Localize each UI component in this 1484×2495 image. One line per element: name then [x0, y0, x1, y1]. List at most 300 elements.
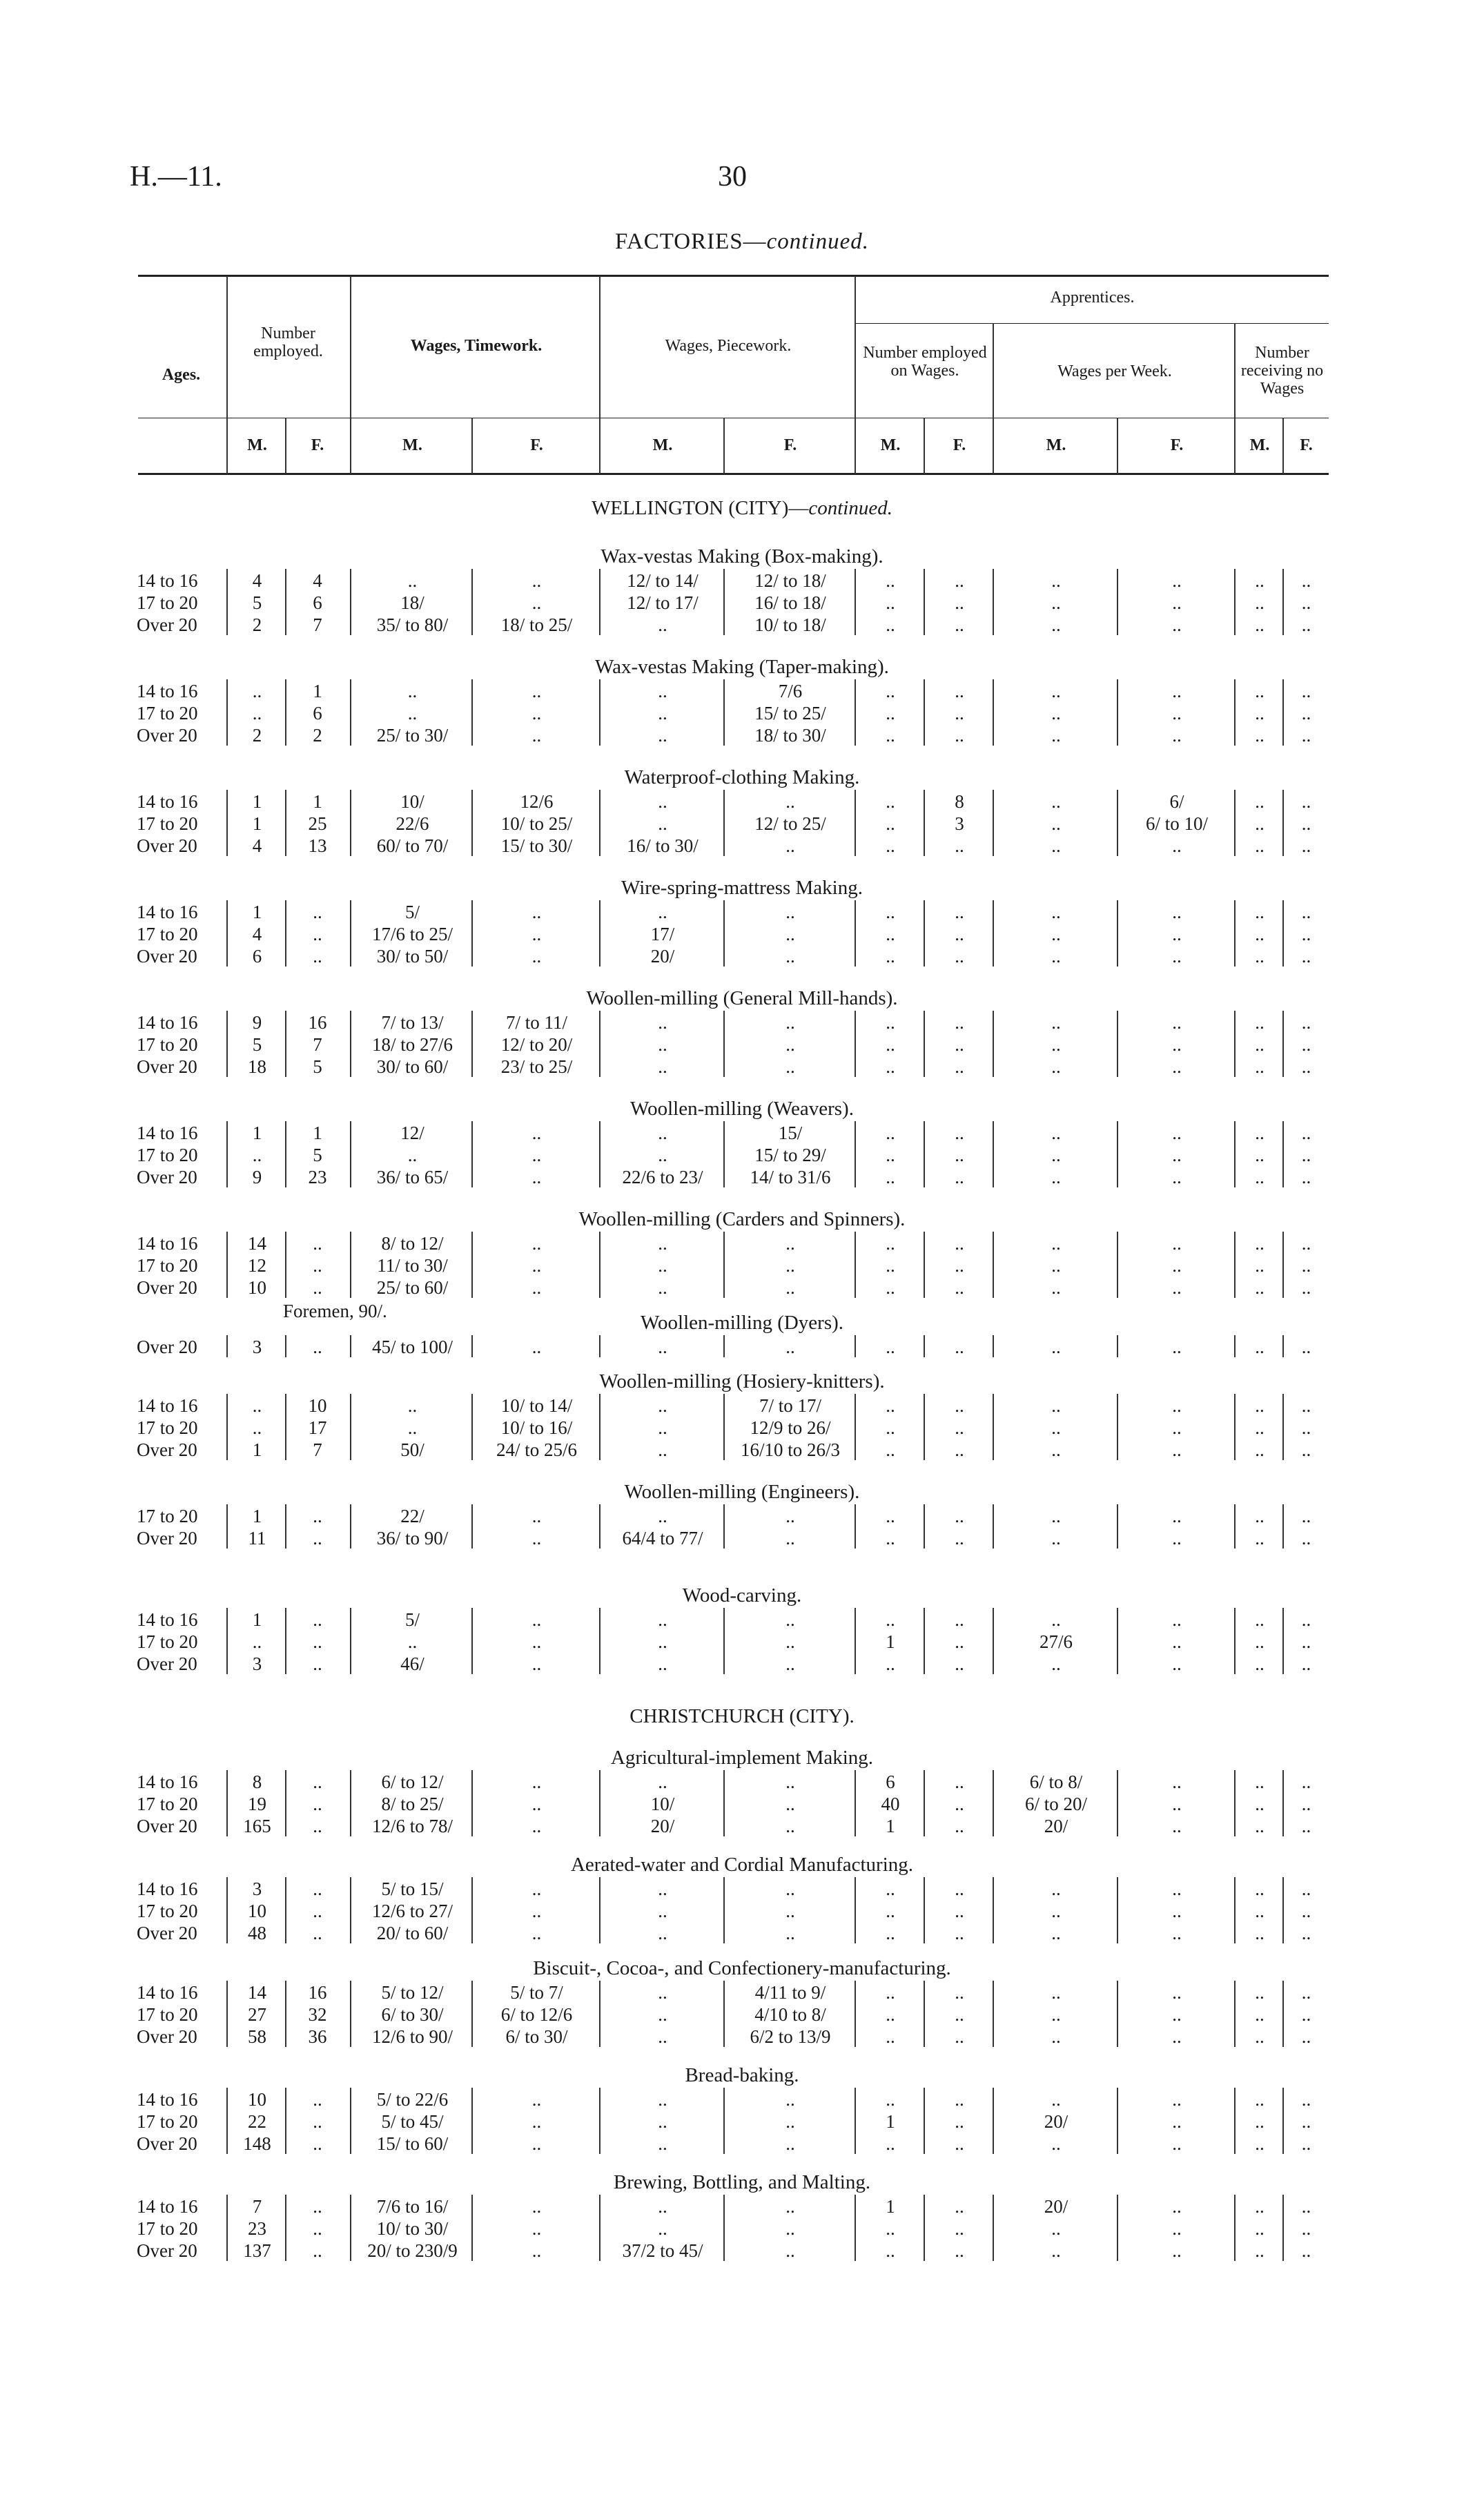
table-cell: .. — [886, 1395, 895, 1416]
table-cell: .. — [1301, 835, 1311, 856]
table-cell: 23 — [308, 1167, 327, 1187]
table-cell: .. — [785, 1034, 795, 1055]
table-row — [0, 592, 1484, 615]
table-cell: .. — [1172, 1056, 1182, 1077]
column-rule — [993, 1394, 994, 1460]
table-cell: 1 — [252, 813, 262, 834]
table-cell: 25/ to 30/ — [376, 725, 449, 746]
column-rule — [285, 1335, 286, 1357]
column-rule — [924, 1981, 925, 2047]
column-rule — [1282, 790, 1284, 856]
table-cell: .. — [531, 1123, 542, 1143]
table-row — [0, 2218, 1484, 2241]
table-row — [0, 902, 1484, 924]
table-cell: .. — [531, 2196, 542, 2217]
table-cell: .. — [955, 1609, 964, 1630]
age-cell: 17 to 20 — [137, 813, 198, 834]
table-cell: 6 — [313, 592, 322, 613]
table-cell: 12/ to 18/ — [754, 570, 826, 591]
column-rule — [285, 2195, 286, 2261]
table-cell: .. — [531, 703, 542, 724]
age-cell: Over 20 — [137, 2133, 197, 2154]
table-cell: 6/ to 30/ — [505, 2026, 568, 2047]
age-cell: 17 to 20 — [137, 1145, 198, 1165]
table-cell: 23 — [248, 2218, 266, 2239]
table-cell: .. — [531, 2240, 542, 2261]
table-cell: .. — [658, 681, 667, 701]
column-rule — [855, 2195, 856, 2261]
table-cell: .. — [1255, 902, 1265, 922]
table-cell: 10/ to 30/ — [376, 2218, 449, 2239]
table-cell: .. — [886, 1167, 895, 1187]
table-cell: .. — [1301, 1878, 1311, 1899]
age-cell: Over 20 — [137, 1923, 197, 1943]
table-row — [0, 1056, 1484, 1079]
table-cell: .. — [1255, 2133, 1265, 2154]
column-rule — [1117, 2088, 1118, 2154]
table-cell: 6/2 to 13/9 — [750, 2026, 831, 2047]
table-cell: .. — [1051, 1982, 1061, 2003]
table-cell: .. — [1255, 592, 1265, 613]
table-cell: .. — [1301, 1277, 1311, 1298]
table-cell: 4/11 to 9/ — [754, 1982, 826, 2003]
table-cell: .. — [531, 1631, 542, 1652]
table-cell: .. — [313, 2133, 322, 2154]
table-cell: .. — [531, 1816, 542, 1836]
age-cell: Over 20 — [137, 946, 197, 967]
column-rule — [855, 1011, 856, 1077]
table-cell: .. — [1255, 2196, 1265, 2217]
trade-title: Woollen-milling (Dyers). — [640, 1312, 844, 1334]
table-cell: 36/ to 65/ — [376, 1167, 449, 1187]
table-cell: 1 — [313, 1123, 322, 1143]
table-cell: .. — [955, 946, 964, 967]
table-row — [0, 1631, 1484, 1654]
column-rule — [1282, 1232, 1284, 1298]
column-rule — [226, 1335, 228, 1357]
table-row — [0, 1653, 1484, 1676]
column-rule — [855, 790, 856, 856]
column-rule — [471, 1011, 473, 1077]
column-rule — [285, 2088, 286, 2154]
table-row — [0, 2089, 1484, 2112]
column-rule — [1282, 2195, 1284, 2261]
table-cell: 50/ — [400, 1439, 424, 1460]
table-cell: 4 — [252, 570, 262, 591]
table-cell: 17/ — [650, 924, 675, 944]
table-cell: .. — [1255, 1277, 1265, 1298]
table-cell: .. — [955, 1528, 964, 1549]
table-cell: .. — [531, 946, 542, 967]
table-cell: .. — [313, 1816, 322, 1836]
table-cell: .. — [785, 2111, 795, 2132]
table-cell: .. — [1301, 2196, 1311, 2217]
table-cell: 2 — [313, 725, 322, 746]
table-cell: .. — [1255, 2218, 1265, 2239]
table-cell: 18/ to 27/6 — [371, 1034, 453, 1055]
table-row — [0, 570, 1484, 593]
age-cell: 17 to 20 — [137, 924, 198, 944]
column-rule — [1117, 569, 1118, 635]
table-cell: .. — [886, 1123, 895, 1143]
table-cell: .. — [407, 703, 418, 724]
column-rule — [1282, 900, 1284, 967]
table-cell: .. — [1255, 1982, 1265, 2003]
table-cell: .. — [955, 2218, 964, 2239]
table-row — [0, 924, 1484, 946]
table-row — [0, 725, 1484, 748]
table-cell: .. — [1255, 1337, 1265, 1357]
page-title-main: FACTORIES— — [614, 229, 767, 254]
table-cell: .. — [1255, 2240, 1265, 2261]
column-rule — [1282, 679, 1284, 746]
column-rule — [924, 790, 925, 856]
column-rule — [599, 679, 601, 746]
table-cell: .. — [785, 1255, 795, 1276]
table-cell: 7 — [313, 1439, 322, 1460]
column-rule — [285, 679, 286, 746]
table-cell: 10 — [308, 1395, 327, 1416]
table-cell: .. — [1255, 1609, 1265, 1630]
table-cell: .. — [1301, 1794, 1311, 1814]
table-cell: 10/ to 25/ — [500, 813, 573, 834]
table-cell: .. — [313, 1901, 322, 1921]
age-cell: 14 to 16 — [137, 1878, 198, 1899]
table-cell: .. — [886, 1878, 895, 1899]
table-cell: .. — [313, 1653, 322, 1674]
table-cell: .. — [658, 791, 667, 812]
column-rule — [993, 1121, 994, 1187]
column-rule — [226, 1770, 228, 1836]
column-rule — [350, 1981, 351, 2047]
table-cell: .. — [886, 703, 895, 724]
column-rule — [855, 1394, 856, 1460]
table-cell: .. — [531, 1233, 542, 1254]
table-cell: .. — [658, 2089, 667, 2110]
trade-title: Wood-carving. — [682, 1584, 802, 1606]
column-rule — [993, 2195, 994, 2261]
table-cell: .. — [955, 592, 964, 613]
table-cell: .. — [1051, 2218, 1061, 2239]
table-cell: 5 — [313, 1056, 322, 1077]
column-rule — [285, 1877, 286, 1943]
table-cell: .. — [531, 902, 542, 922]
table-cell: .. — [1172, 1609, 1182, 1630]
table-cell: .. — [1051, 791, 1061, 812]
column-rule — [226, 1981, 228, 2047]
table-cell: .. — [658, 2133, 667, 2154]
table-cell: 5/ to 15/ — [381, 1878, 444, 1899]
table-cell: 14 — [248, 1233, 266, 1254]
trade-title: Wire-spring-mattress Making. — [621, 877, 863, 899]
column-rule — [924, 1608, 925, 1674]
table-cell: 36/ to 90/ — [376, 1528, 449, 1549]
table-cell: .. — [1172, 1506, 1182, 1526]
age-cell: 17 to 20 — [137, 2111, 198, 2132]
table-cell: .. — [1172, 725, 1182, 746]
table-cell: .. — [658, 1277, 667, 1298]
table-cell: .. — [1051, 1012, 1061, 1033]
table-cell: .. — [886, 2089, 895, 2110]
table-cell: 2 — [252, 614, 262, 635]
table-cell: 3 — [252, 1337, 262, 1357]
table-cell: .. — [531, 1794, 542, 1814]
table-cell: .. — [1255, 1056, 1265, 1077]
table-cell: .. — [1051, 946, 1061, 967]
column-rule — [1117, 1770, 1118, 1836]
column-rule — [924, 2088, 925, 2154]
table-row — [0, 2133, 1484, 2156]
table-cell: .. — [1255, 1167, 1265, 1187]
column-rule — [993, 1504, 994, 1549]
table-cell: .. — [1255, 1901, 1265, 1921]
table-cell: .. — [531, 681, 542, 701]
column-rule — [1282, 1877, 1284, 1943]
header-m: M. — [880, 436, 901, 454]
table-cell: 6 — [252, 946, 262, 967]
table-cell: 17 — [308, 1417, 327, 1438]
table-cell: .. — [658, 1417, 667, 1438]
age-cell: 14 to 16 — [137, 2196, 198, 2217]
trade-title: Bread-baking. — [685, 2064, 799, 2086]
column-rule — [471, 1877, 473, 1943]
column-rule — [599, 1770, 601, 1836]
column-rule — [599, 790, 601, 856]
table-cell: .. — [886, 1439, 895, 1460]
table-cell: .. — [955, 570, 964, 591]
table-cell: .. — [313, 1233, 322, 1254]
table-cell: 137 — [243, 2240, 271, 2261]
column-rule — [285, 1394, 286, 1460]
age-cell: 17 to 20 — [137, 1506, 198, 1526]
table-cell: .. — [407, 681, 418, 701]
table-cell: .. — [886, 1337, 895, 1357]
table-cell: 18/ to 25/ — [500, 614, 573, 635]
table-cell: .. — [313, 2240, 322, 2261]
table-cell: 3 — [252, 1878, 262, 1899]
table-cell: .. — [1301, 2240, 1311, 2261]
table-cell: 1 — [252, 1439, 262, 1460]
table-cell: .. — [886, 1056, 895, 1077]
table-row — [0, 1771, 1484, 1794]
age-cell: 17 to 20 — [137, 1794, 198, 1814]
table-cell: 45/ to 100/ — [371, 1337, 453, 1357]
table-cell: .. — [1255, 1653, 1265, 1674]
table-cell: 6/ to 20/ — [1024, 1794, 1087, 1814]
table-cell: .. — [1255, 1145, 1265, 1165]
table-cell: 20/ to 60/ — [376, 1923, 449, 1943]
table-cell: .. — [1255, 1233, 1265, 1254]
table-cell: 5/ to 7/ — [510, 1982, 563, 2003]
table-cell: .. — [252, 1395, 262, 1416]
table-cell: .. — [658, 614, 667, 635]
column-rule — [599, 1011, 601, 1077]
header-f: F. — [311, 436, 324, 454]
table-cell: .. — [1051, 1255, 1061, 1276]
table-cell: .. — [955, 1395, 964, 1416]
table-cell: .. — [955, 2196, 964, 2217]
table-cell: .. — [407, 570, 418, 591]
trade-title: Woollen-milling (General Mill-hands). — [586, 987, 898, 1009]
column-rule — [226, 1504, 228, 1549]
table-cell: .. — [955, 614, 964, 635]
table-cell: .. — [886, 813, 895, 834]
column-rule — [226, 1877, 228, 1943]
table-cell: .. — [886, 1528, 895, 1549]
table-cell: .. — [886, 1277, 895, 1298]
column-rule — [855, 1981, 856, 2047]
table-cell: 4/10 to 8/ — [754, 2004, 826, 2025]
table-cell: .. — [785, 2089, 795, 2110]
column-rule — [1234, 2195, 1236, 2261]
table-cell: 40 — [881, 1794, 900, 1814]
column-rule — [924, 679, 925, 746]
column-rule — [471, 1608, 473, 1674]
column-rule — [350, 900, 351, 967]
age-cell: 14 to 16 — [137, 902, 198, 922]
table-cell: .. — [886, 1609, 895, 1630]
table-cell: .. — [955, 1417, 964, 1438]
table-cell: .. — [407, 1395, 418, 1416]
column-rule — [993, 1608, 994, 1674]
age-cell: Over 20 — [137, 2026, 197, 2047]
table-cell: .. — [1301, 570, 1311, 591]
table-cell: .. — [886, 681, 895, 701]
column-rule — [226, 2088, 228, 2154]
column-rule — [226, 1394, 228, 1460]
column-rule — [993, 1335, 994, 1357]
table-cell: .. — [313, 1506, 322, 1526]
column-rule — [1282, 1394, 1284, 1460]
table-cell: .. — [1172, 1167, 1182, 1187]
table-row — [0, 2111, 1484, 2134]
table-row — [0, 1901, 1484, 1923]
column-rule — [226, 679, 228, 746]
column-rule — [1234, 679, 1236, 746]
trade-note: Foremen, 90/. — [283, 1301, 387, 1321]
table-cell: 20/ — [1044, 1816, 1068, 1836]
table-cell: .. — [955, 1982, 964, 2003]
table-cell: .. — [313, 1631, 322, 1652]
table-cell: .. — [1172, 1528, 1182, 1549]
table-cell: .. — [1051, 1277, 1061, 1298]
table-cell: .. — [1051, 725, 1061, 746]
column-rule — [723, 1394, 725, 1460]
header-f: F. — [530, 436, 543, 454]
table-cell: 48 — [248, 1923, 266, 1943]
table-cell: 37/2 to 45/ — [622, 2240, 703, 2261]
table-cell: .. — [1051, 835, 1061, 856]
table-cell: .. — [1255, 946, 1265, 967]
table-cell: 10/ to 14/ — [500, 1395, 573, 1416]
table-row — [0, 1878, 1484, 1901]
header-m: M. — [247, 436, 267, 454]
table-row — [0, 1123, 1484, 1145]
table-cell: .. — [955, 1255, 964, 1276]
table-cell: .. — [1301, 1901, 1311, 1921]
table-cell: 12/ — [400, 1123, 424, 1143]
trade-title: Woollen-milling (Hosiery-knitters). — [599, 1370, 885, 1392]
table-cell: .. — [531, 1923, 542, 1943]
column-rule — [1234, 2088, 1236, 2154]
column-rule — [1234, 900, 1236, 967]
table-cell: .. — [785, 1901, 795, 1921]
column-rule — [350, 1770, 351, 1836]
age-cell: Over 20 — [137, 1167, 197, 1187]
document-reference: H.—11. — [130, 161, 222, 193]
trade-title: Waterproof-clothing Making. — [624, 766, 860, 788]
table-cell: .. — [1301, 1631, 1311, 1652]
table-cell: .. — [658, 1233, 667, 1254]
table-cell: 8 — [955, 791, 964, 812]
table-cell: .. — [1301, 1923, 1311, 1943]
table-row — [0, 1255, 1484, 1278]
table-cell: 15/ to 25/ — [754, 703, 826, 724]
table-cell: .. — [1051, 813, 1061, 834]
table-cell: 17/6 to 25/ — [371, 924, 453, 944]
header-wages-piecework: Wages, Piecework. — [665, 337, 792, 355]
table-cell: .. — [886, 1901, 895, 1921]
table-cell: 5/ to 12/ — [381, 1982, 444, 2003]
table-cell: .. — [886, 592, 895, 613]
table-cell: 15/ to 29/ — [754, 1145, 826, 1165]
table-cell: .. — [1255, 1794, 1265, 1814]
trade-title: Woollen-milling (Weavers). — [630, 1098, 854, 1120]
table-cell: .. — [955, 1631, 964, 1652]
table-cell: .. — [658, 1901, 667, 1921]
table-cell: .. — [1051, 2089, 1061, 2110]
table-cell: 12/ to 25/ — [754, 813, 826, 834]
column-rule — [226, 569, 228, 635]
table-cell: 7/6 to 16/ — [376, 2196, 449, 2217]
table-cell: .. — [1172, 2026, 1182, 2047]
table-cell: .. — [1255, 703, 1265, 724]
column-rule — [1234, 790, 1236, 856]
table-cell: 22/6 to 23/ — [622, 1167, 703, 1187]
column-rule — [599, 900, 601, 967]
table-cell: .. — [1172, 1034, 1182, 1055]
age-cell: 14 to 16 — [137, 1123, 198, 1143]
age-cell: 17 to 20 — [137, 1255, 198, 1276]
table-cell: .. — [658, 1034, 667, 1055]
age-cell: 17 to 20 — [137, 2004, 198, 2025]
table-cell: .. — [1051, 924, 1061, 944]
table-cell: .. — [1051, 1506, 1061, 1526]
table-cell: .. — [407, 1417, 418, 1438]
column-rule — [1282, 1011, 1284, 1077]
table-cell: .. — [955, 2089, 964, 2110]
table-cell: .. — [785, 791, 795, 812]
table-cell: .. — [658, 2196, 667, 2217]
table-cell: .. — [1051, 1528, 1061, 1549]
column-rule — [993, 900, 994, 967]
table-cell: 10/ to 18/ — [754, 614, 826, 635]
table-cell: .. — [785, 1771, 795, 1792]
table-cell: .. — [1301, 946, 1311, 967]
table-cell: .. — [531, 1528, 542, 1549]
table-cell: .. — [531, 570, 542, 591]
table-row — [0, 1012, 1484, 1035]
table-cell: .. — [1301, 1123, 1311, 1143]
age-cell: 17 to 20 — [137, 1417, 198, 1438]
table-cell: .. — [1051, 703, 1061, 724]
table-cell: .. — [531, 1878, 542, 1899]
table-cell: .. — [658, 1631, 667, 1652]
column-rule — [599, 569, 601, 635]
table-cell: .. — [658, 2218, 667, 2239]
table-cell: .. — [1301, 1337, 1311, 1357]
table-cell: .. — [1255, 1528, 1265, 1549]
